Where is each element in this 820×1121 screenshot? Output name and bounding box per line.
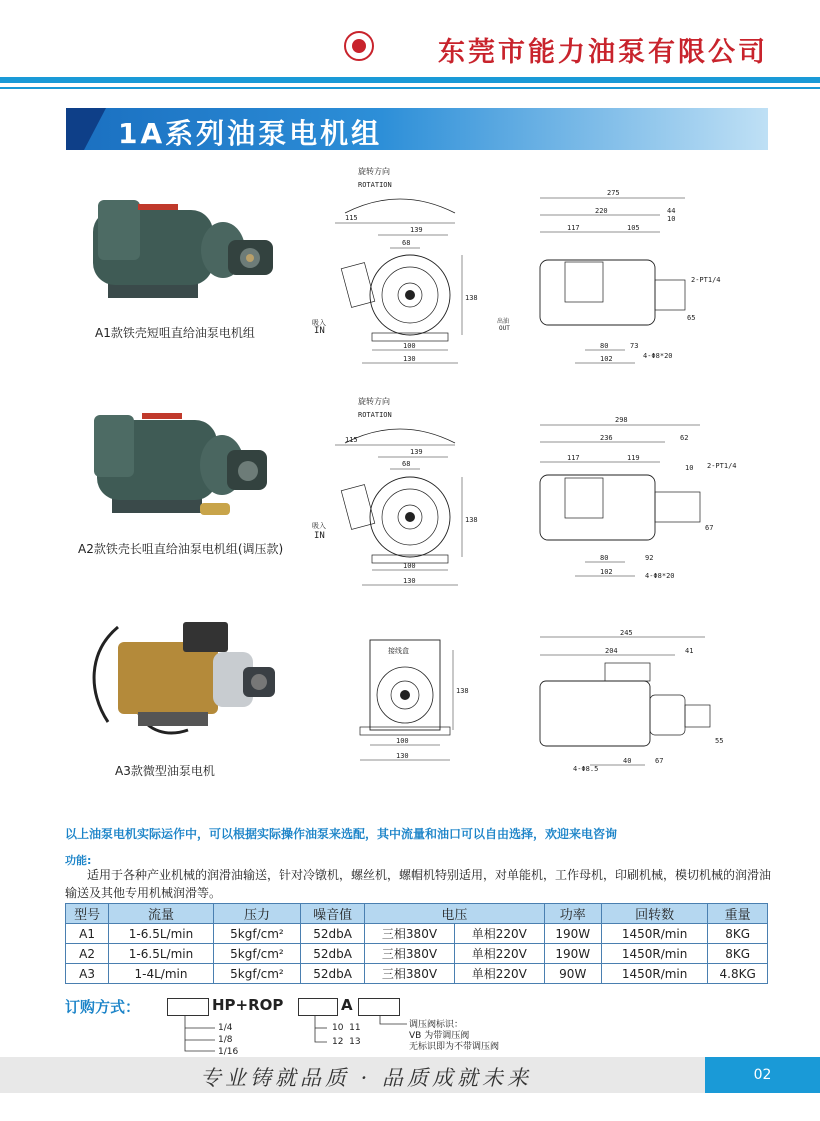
a2-caption: A2款铁壳长咀直给油泵电机组(调压款) — [78, 542, 284, 556]
a2f-d68: 68 — [402, 460, 411, 468]
inlet-en: IN — [314, 326, 325, 336]
cell: 190W — [544, 944, 601, 964]
cell: 1450R/min — [601, 944, 707, 964]
a1s-d80: 80 — [600, 342, 609, 350]
a2f-d130: 130 — [403, 577, 416, 585]
a3s-d67: 67 — [655, 757, 664, 765]
a2f-d115: 115 — [345, 436, 358, 444]
a1-front-drawing — [310, 165, 490, 375]
a3f-d138: 138 — [456, 687, 469, 695]
a2-side-drawing — [495, 410, 740, 590]
a3s-d40: 40 — [623, 757, 632, 765]
a1-photo — [78, 180, 278, 315]
order-suffix: A — [341, 996, 353, 1014]
col-voltage: 电压 — [365, 904, 545, 924]
cell: A1 — [66, 924, 109, 944]
table-row — [66, 964, 768, 984]
order-box-port — [167, 998, 209, 1016]
header-rule — [0, 77, 820, 83]
a3s-d245: 245 — [620, 629, 633, 637]
cell: 52dbA — [301, 944, 365, 964]
a1s-d275: 275 — [607, 189, 620, 197]
outlet-en: OUT — [499, 325, 510, 332]
order-box-flow — [298, 998, 338, 1016]
a1s-d105: 105 — [627, 224, 640, 232]
a3-caption: A3款微型油泵电机 — [115, 764, 215, 778]
cell: 单相220V — [454, 924, 544, 944]
a2s-d62: 62 — [680, 434, 689, 442]
valve-vb: VB 为带调压阀 — [409, 1031, 470, 1041]
col-rpm: 回转数 — [601, 904, 707, 924]
a1f-d130: 130 — [403, 355, 416, 363]
cell: 1-4L/min — [109, 964, 214, 984]
cell: 三相380V — [365, 964, 455, 984]
a3-side-drawing — [535, 625, 740, 775]
a2s-holes: 4-Φ8*20 — [645, 572, 675, 580]
rotation-cn: 旋转方向 — [358, 167, 390, 176]
table-row — [66, 944, 768, 964]
cell: 单相220V — [454, 944, 544, 964]
cell: A3 — [66, 964, 109, 984]
a2s-d117: 117 — [567, 454, 580, 462]
a3-photo — [78, 612, 278, 747]
a2s-port: 2-PT1/4 — [707, 462, 737, 470]
port-size-1: 1/4 — [218, 1023, 233, 1033]
cell: 52dbA — [301, 924, 365, 944]
a2s-d236: 236 — [600, 434, 613, 442]
rotation-en: ROTATION — [358, 181, 392, 189]
a2-rotation-cn: 旋转方向 — [358, 397, 390, 406]
cell: 8KG — [708, 944, 768, 964]
order-box-valve — [358, 998, 400, 1016]
cell: 190W — [544, 924, 601, 944]
a2-inlet-en: IN — [314, 531, 325, 541]
a2-front-drawing — [310, 395, 490, 595]
footer-slogan: 专业铸就品质 · 品质成就未来 — [200, 1066, 533, 1090]
a3s-holes: 4-Φ8.5 — [573, 765, 599, 773]
valve-title: 调压阀标识： — [409, 1020, 464, 1030]
a3s-d41: 41 — [685, 647, 694, 655]
a1s-d117: 117 — [567, 224, 580, 232]
spec-table — [65, 903, 768, 984]
a1-caption: A1款铁壳短咀直给油泵电机组 — [95, 326, 255, 340]
a2s-d119: 119 — [627, 454, 640, 462]
a3s-d204: 204 — [605, 647, 618, 655]
valve-none: 无标识即为不带调压阀 — [409, 1042, 500, 1052]
table-row — [66, 924, 768, 944]
page-title: 1A系列油泵电机组 — [118, 117, 383, 150]
a1s-holes: 4-Φ8*20 — [643, 352, 673, 360]
page-number: 02 — [705, 1057, 820, 1093]
cell: 1-6.5L/min — [109, 924, 214, 944]
cell: 1450R/min — [601, 964, 707, 984]
order-label: 订购方式： — [65, 998, 141, 1016]
col-pressure: 压力 — [213, 904, 300, 924]
cell: 三相380V — [365, 924, 455, 944]
col-weight: 重量 — [708, 904, 768, 924]
cell: 1-6.5L/min — [109, 944, 214, 964]
a1f-d100: 100 — [403, 342, 416, 350]
col-power: 功率 — [544, 904, 601, 924]
a2f-d100: 100 — [403, 562, 416, 570]
cell: 三相380V — [365, 944, 455, 964]
flow-code-1: 10 11 — [332, 1023, 361, 1033]
notice-text: 以上油泵电机实际运作中，可以根据实际操作油泵来选配，其中流量和油口可以自由选择，欢迎来电咨询 — [65, 827, 618, 841]
a2s-d67: 67 — [705, 524, 714, 532]
a2s-d10: 10 — [685, 464, 694, 472]
col-noise: 噪音值 — [301, 904, 365, 924]
cell: 4.8KG — [708, 964, 768, 984]
inlet-cn: 吸入 — [312, 319, 326, 327]
order-model: HP+ROP — [212, 996, 284, 1014]
a1s-d44: 44 — [667, 207, 676, 215]
cell: 1450R/min — [601, 924, 707, 944]
a1f-d138: 138 — [465, 294, 478, 302]
a1-side-drawing — [495, 180, 740, 370]
function-heading: 功能: — [65, 854, 92, 867]
a1s-d220: 220 — [595, 207, 608, 215]
a2s-d92: 92 — [645, 554, 654, 562]
cell: 5kgf/cm² — [213, 964, 300, 984]
order-leaders — [175, 1016, 415, 1056]
a1f-d139: 139 — [410, 226, 423, 234]
outlet-cn: 出油 — [497, 318, 510, 325]
a1s-d73: 73 — [630, 342, 639, 350]
a1f-d115: 115 — [345, 214, 358, 222]
a2f-d138: 138 — [465, 516, 478, 524]
col-model: 型号 — [66, 904, 109, 924]
a1s-d102: 102 — [600, 355, 613, 363]
a1s-d10: 10 — [667, 215, 676, 223]
function-text: 适用于各种产业机械的润滑油输送，针对冷镦机，螺丝机，螺帽机特别适用，对单能机，工作母机，印刷机械，模切机械的润滑油输送及其他专用机械润滑等。 — [65, 868, 772, 900]
a2-inlet-cn: 吸入 — [312, 522, 326, 530]
a1f-d68: 68 — [402, 239, 411, 247]
cell: 5kgf/cm² — [213, 924, 300, 944]
a1s-d65: 65 — [687, 314, 696, 322]
cell: 90W — [544, 964, 601, 984]
a2s-d80: 80 — [600, 554, 609, 562]
cell: 单相220V — [454, 964, 544, 984]
company-logo — [344, 31, 374, 61]
a1s-port: 2-PT1/4 — [691, 276, 721, 284]
company-name: 东莞市能力油泵有限公司 — [438, 37, 768, 68]
a3s-d55: 55 — [715, 737, 724, 745]
header-rule-thin — [0, 87, 820, 89]
a2s-d298: 298 — [615, 416, 628, 424]
cell: 5kgf/cm² — [213, 944, 300, 964]
a2-photo — [82, 395, 282, 530]
a3-front-drawing — [340, 635, 490, 770]
a3f-d130: 130 — [396, 752, 409, 760]
cell: 52dbA — [301, 964, 365, 984]
a2s-d102: 102 — [600, 568, 613, 576]
a3f-d100: 100 — [396, 737, 409, 745]
junction-box-label: 接线盒 — [388, 647, 409, 655]
flow-code-2: 12 13 — [332, 1037, 361, 1047]
port-size-2: 1/8 — [218, 1035, 233, 1045]
a2f-d139: 139 — [410, 448, 423, 456]
a2-rotation-en: ROTATION — [358, 411, 392, 419]
col-flow: 流量 — [109, 904, 214, 924]
cell: A2 — [66, 944, 109, 964]
port-size-3: 1/16 — [218, 1047, 239, 1057]
table-header-row — [66, 904, 768, 924]
cell: 8KG — [708, 924, 768, 944]
